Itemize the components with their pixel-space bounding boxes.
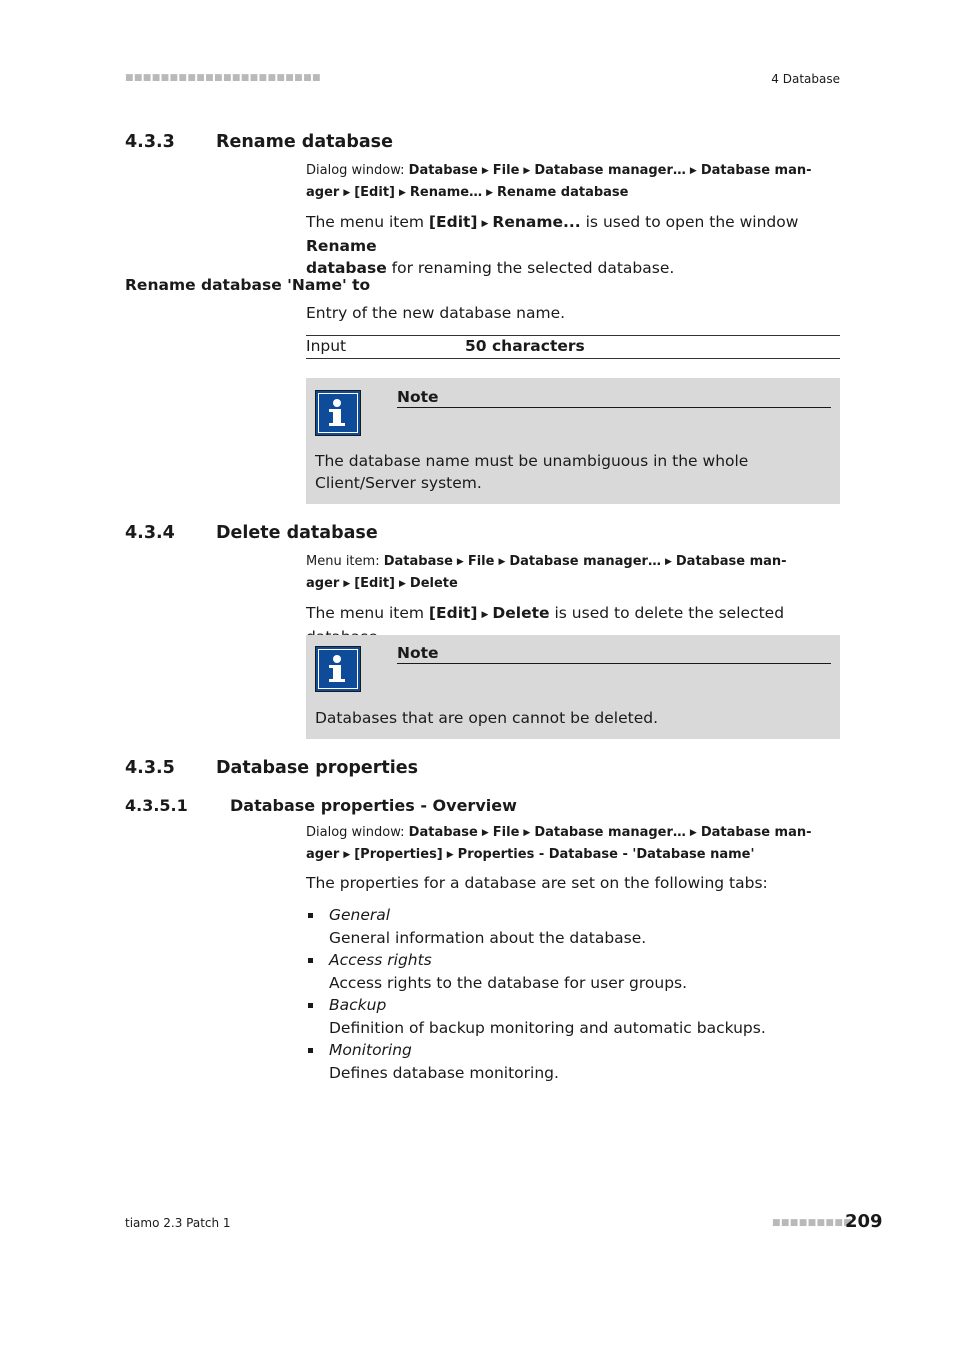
square-bullet-icon bbox=[308, 958, 313, 963]
section-title: Rename database bbox=[216, 132, 393, 152]
menu-path-properties: Dialog window: Database ▶ File ▶ Database manager… ▶ Database man- ager ▶ [Properties] ▶ Properties - Database - 'Database name' bbox=[306, 825, 812, 862]
list-item-desc: Access rights to the database for user groups. bbox=[329, 973, 688, 992]
list-item bbox=[306, 994, 846, 1039]
section-heading-4-3-5 bbox=[125, 758, 725, 782]
section-heading-4-3-5-1 bbox=[125, 796, 725, 818]
note-box bbox=[306, 378, 840, 504]
square-bullet-icon bbox=[308, 1003, 313, 1008]
chapter-title: 4 Database bbox=[771, 72, 840, 86]
delete-description: The menu item [Edit] ▶ Delete is used to delete the selected bbox=[306, 604, 785, 622]
triangle-right-icon: ▶ bbox=[523, 166, 531, 176]
triangle-right-icon: ▶ bbox=[456, 557, 464, 567]
triangle-right-icon: ▶ bbox=[498, 557, 506, 567]
square-bullet-icon bbox=[308, 913, 313, 918]
triangle-right-icon: ▶ bbox=[481, 610, 489, 620]
note-text: Databases that are open cannot be deleted. bbox=[315, 709, 659, 727]
triangle-right-icon: ▶ bbox=[689, 166, 697, 176]
properties-intro: The properties for a database are set on the following tabs: bbox=[306, 874, 768, 892]
triangle-right-icon: ▶ bbox=[398, 579, 406, 589]
section-number: 4.3.5 bbox=[125, 758, 175, 778]
triangle-right-icon: ▶ bbox=[664, 557, 672, 567]
list-item-name: Backup bbox=[329, 996, 387, 1014]
section-heading-4-3-3 bbox=[125, 132, 725, 156]
info-icon bbox=[315, 646, 361, 692]
list-item-name: Access rights bbox=[329, 951, 432, 969]
list-item-desc: General information about the database. bbox=[329, 928, 647, 947]
section-heading-4-3-4 bbox=[125, 523, 725, 547]
triangle-right-icon: ▶ bbox=[481, 166, 489, 176]
triangle-right-icon: ▶ bbox=[446, 850, 454, 860]
note-title: Note bbox=[397, 644, 831, 664]
note-box bbox=[306, 635, 840, 739]
rename-description: The menu item [Edit] ▶ Rename... is used to open the window Rename database for renaming the selected database. bbox=[306, 213, 799, 277]
footer-product: tiamo 2.3 Patch 1 bbox=[125, 1216, 231, 1230]
list-item bbox=[306, 949, 846, 994]
section-title: Database properties bbox=[216, 758, 419, 778]
header-decoration: ■■■■■■■■■■■■■■■■■■■■■■ bbox=[125, 73, 321, 83]
triangle-right-icon: ▶ bbox=[481, 219, 489, 229]
list-item bbox=[306, 904, 846, 949]
section-number: 4.3.5.1 bbox=[125, 796, 188, 815]
table-value: 50 characters bbox=[465, 337, 585, 355]
list-item bbox=[306, 1039, 846, 1084]
parameter-description: Entry of the new database name. bbox=[306, 304, 566, 322]
list-item-name: Monitoring bbox=[329, 1041, 412, 1059]
section-title: Delete database bbox=[216, 523, 378, 543]
section-title: Database properties - Overview bbox=[230, 796, 517, 815]
menu-path-rename: Dialog window: Database ▶ File ▶ Database manager… ▶ Database man- ager ▶ [Edit] ▶ Rename… ▶ Rename database bbox=[306, 163, 812, 200]
note-text: The database name must be unambiguous in the whole Client/Server system. bbox=[315, 452, 749, 492]
triangle-right-icon: ▶ bbox=[486, 188, 494, 198]
section-number: 4.3.3 bbox=[125, 132, 175, 152]
note-title: Note bbox=[397, 388, 831, 408]
table-label: Input bbox=[306, 337, 347, 355]
list-item-name: General bbox=[329, 906, 391, 924]
square-bullet-icon bbox=[308, 1048, 313, 1053]
triangle-right-icon: ▶ bbox=[481, 828, 489, 838]
tabs-list bbox=[306, 904, 846, 1084]
list-item-desc: Defines database monitoring. bbox=[329, 1063, 559, 1082]
parameter-title: Rename database 'Name' to bbox=[125, 276, 371, 294]
triangle-right-icon: ▶ bbox=[343, 850, 351, 860]
info-icon bbox=[315, 390, 361, 436]
section-number: 4.3.4 bbox=[125, 523, 175, 543]
triangle-right-icon: ▶ bbox=[343, 188, 351, 198]
list-item-desc: Definition of backup monitoring and automatic backups. bbox=[329, 1018, 766, 1037]
triangle-right-icon: ▶ bbox=[343, 579, 351, 589]
page-number: 209 bbox=[845, 1211, 883, 1232]
triangle-right-icon: ▶ bbox=[523, 828, 531, 838]
footer-decoration: ■■■■■■■■■ bbox=[772, 1218, 853, 1228]
parameter-table bbox=[306, 335, 840, 359]
triangle-right-icon: ▶ bbox=[689, 828, 697, 838]
triangle-right-icon: ▶ bbox=[398, 188, 406, 198]
menu-path-delete: Menu item: Database ▶ File ▶ Database manager… ▶ Database man- ager ▶ [Edit] ▶ Delete bbox=[306, 554, 787, 591]
